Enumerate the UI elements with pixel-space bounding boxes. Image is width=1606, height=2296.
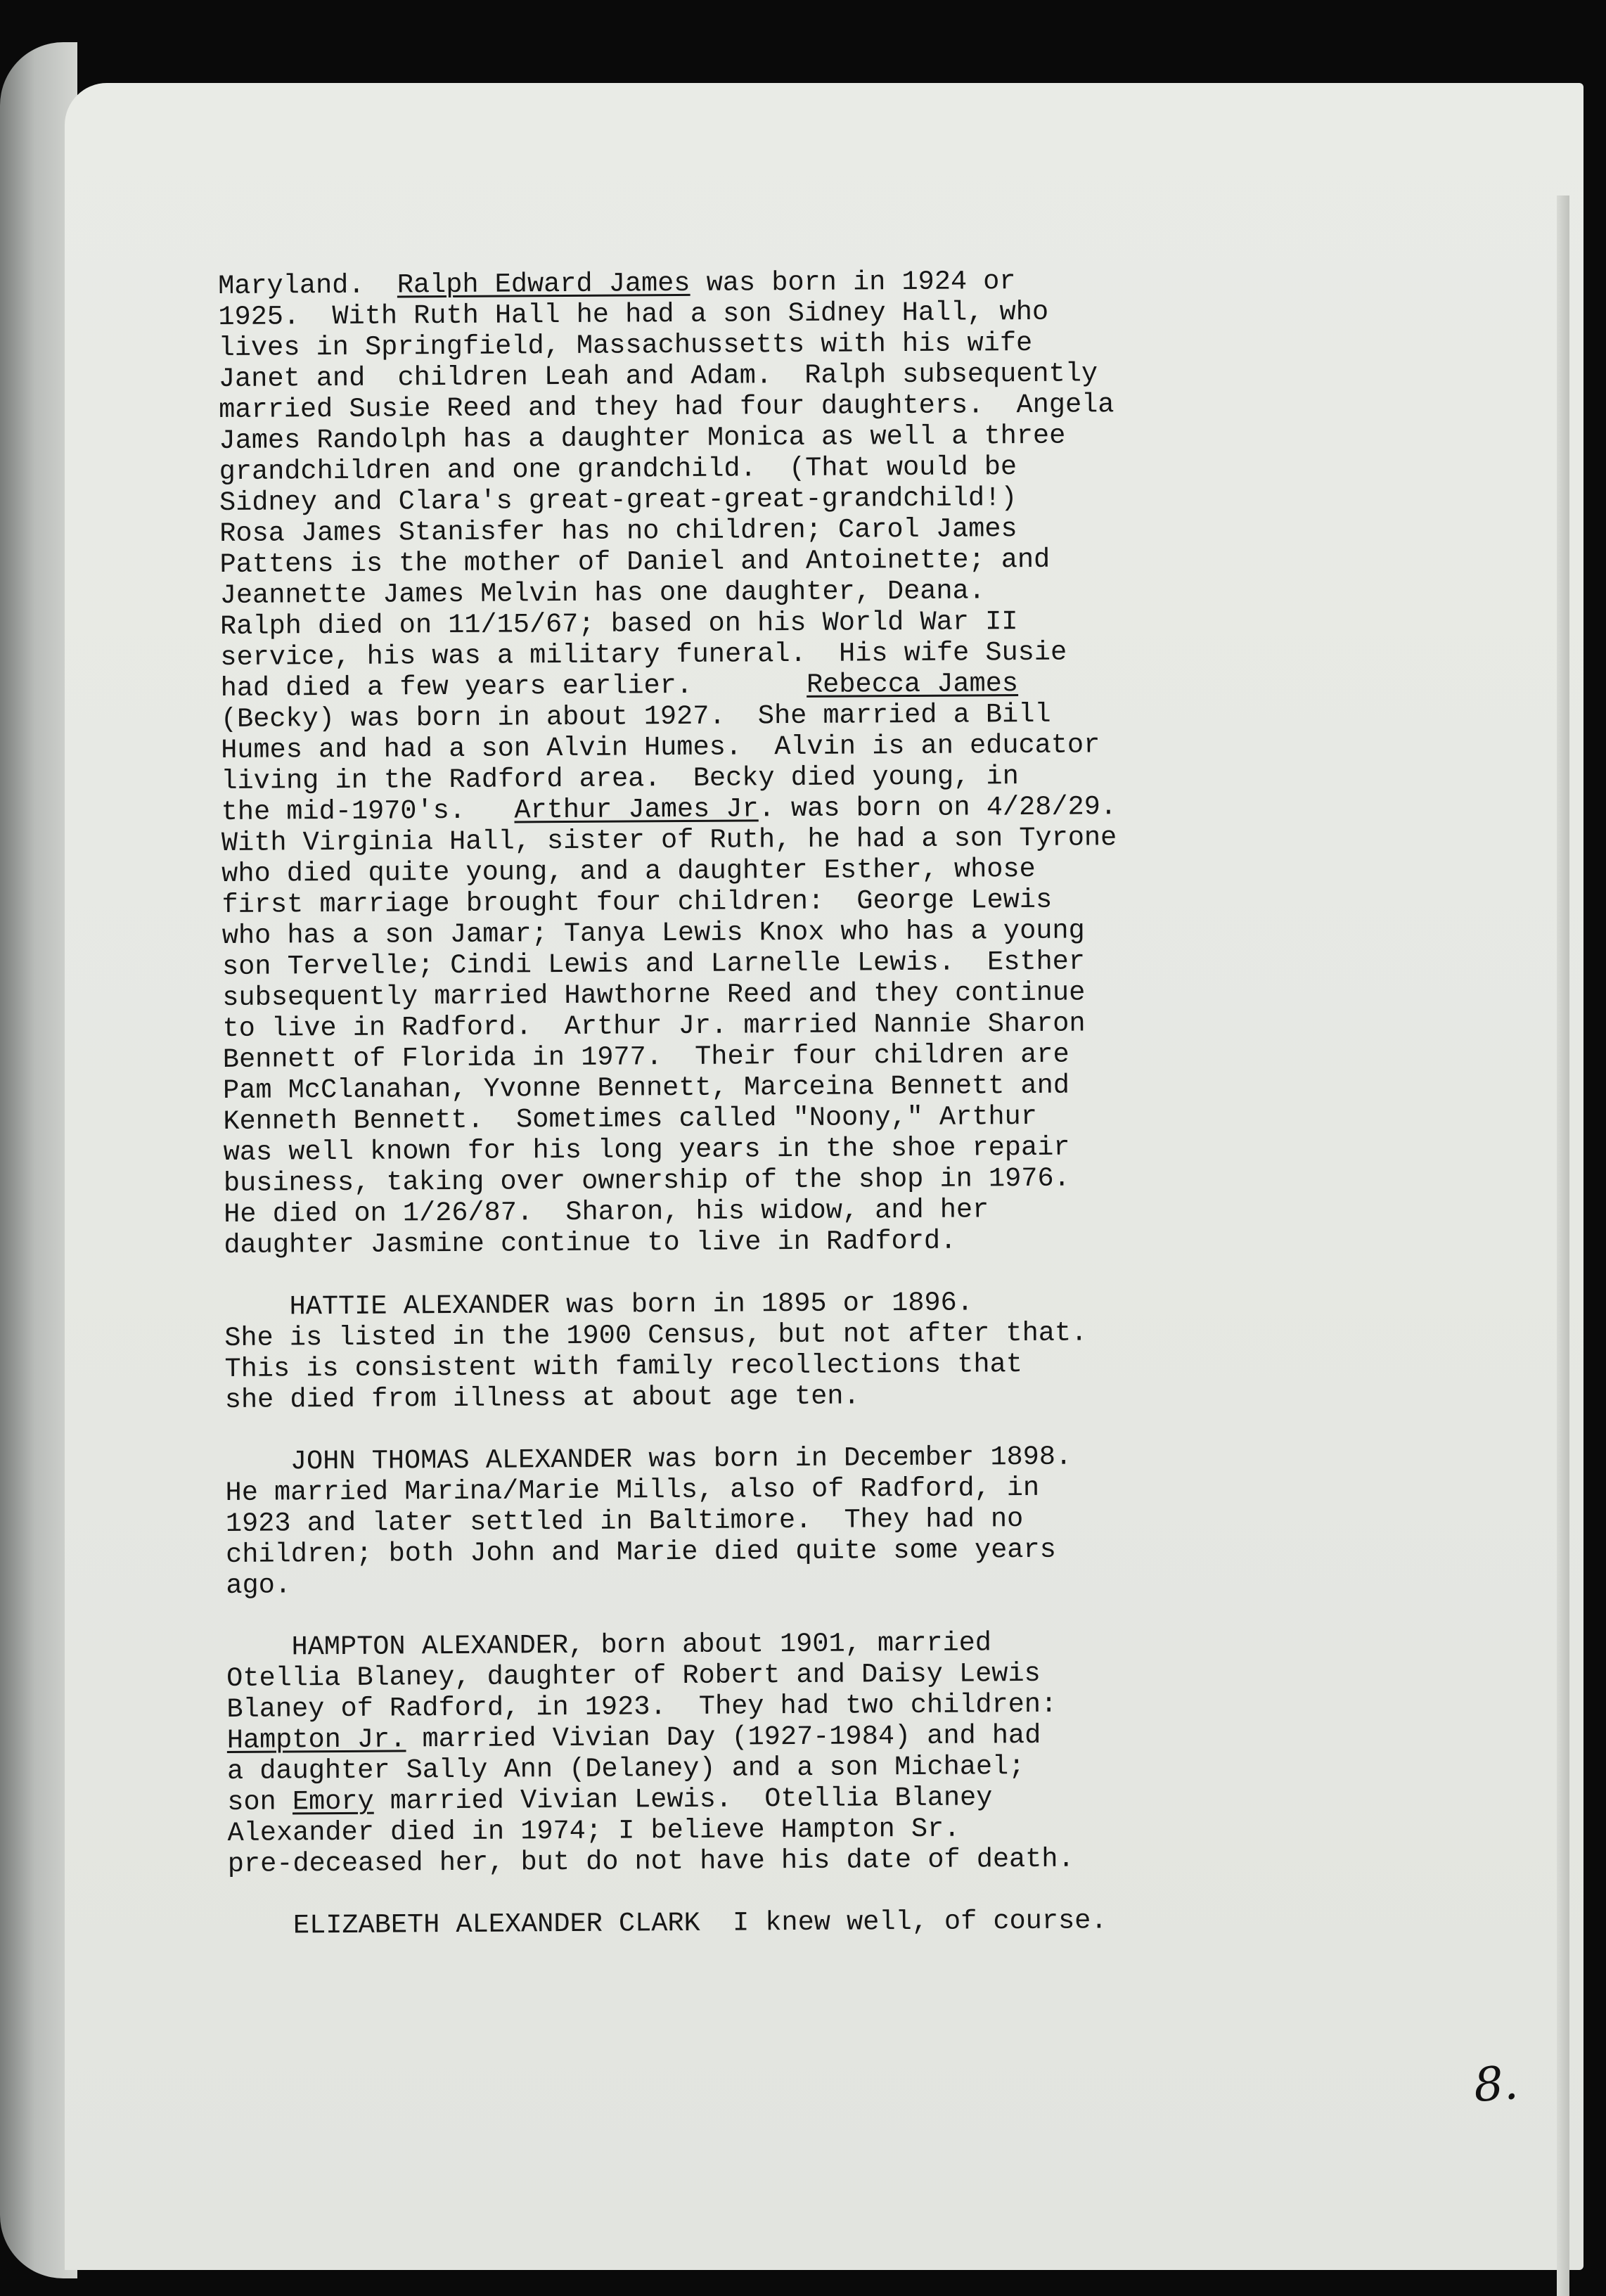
text-run: Ralph died on 11/15/67; based on his World War II xyxy=(219,606,1018,642)
text-run: first marriage brought four children: George Lewis xyxy=(221,884,1053,921)
text-run: married Vivian Day (1927-1984) and had xyxy=(406,1719,1041,1755)
page-number: 8. xyxy=(1472,2055,1520,2113)
text-run: He married Marina/Marie Mills, also of Radford, in xyxy=(225,1472,1040,1508)
paragraph xyxy=(218,264,1321,1261)
text-run: pre-deceased her, but do not have his date of death. xyxy=(227,1843,1074,1880)
text-run: was well known for his long years in the shoe repair xyxy=(223,1131,1070,1168)
paragraph xyxy=(226,1625,1325,1880)
text-run: She is listed in the 1900 Census, but not after that. xyxy=(224,1317,1088,1354)
text-run: Rosa James Stanisfer has no children; Carol James xyxy=(219,513,1017,549)
text-run: son xyxy=(227,1786,293,1818)
text-run: was born in 1924 or xyxy=(690,266,1016,299)
text-run: ago. xyxy=(226,1570,292,1601)
text-run: subsequently married Hawthorne Reed and they continue xyxy=(222,977,1086,1013)
text-run: who died quite young, and a daughter Esther, whose xyxy=(221,853,1036,890)
text-run: This is consistent with family recollections that xyxy=(224,1349,1023,1385)
text-run: business, taking over ownership of the shop in 1976. xyxy=(223,1162,1070,1199)
text-run: With Virginia Hall, sister of Ruth, he had a son Tyrone xyxy=(221,822,1117,859)
text-run: Sidney and Clara's great-great-great-grandchild!) xyxy=(219,482,1017,518)
underlined-name: Hampton Jr. xyxy=(226,1724,406,1756)
underlined-name: Ralph Edward James xyxy=(397,267,690,301)
text-run: son Tervelle; Cindi Lewis and Larnelle Lewis. Esther xyxy=(221,946,1086,982)
text-run: daughter Jasmine continue to live in Radford. xyxy=(224,1225,957,1261)
paragraph xyxy=(225,1439,1323,1601)
text-run: Pam McClanahan, Yvonne Bennett, Marceina Bennett and xyxy=(222,1070,1070,1106)
text-run: lives in Springfield, Massachussetts with his wife xyxy=(218,327,1033,364)
text-run: children; both John and Marie died quite some years xyxy=(226,1534,1056,1570)
text-run: she died from illness at about age ten. xyxy=(224,1380,860,1416)
text-run: Humes and had a son Alvin Humes. Alvin is an educator xyxy=(221,729,1100,766)
text-run: Blaney of Radford, in 1923. They had two children: xyxy=(226,1688,1058,1725)
text-run: 1925. With Ruth Hall he had a son Sidney Hall, who xyxy=(218,296,1049,333)
text-run: Otellia Blaney, daughter of Robert and Daisy Lewis xyxy=(226,1657,1041,1694)
text-run: He died on 1/26/87. Sharon, his widow, and her xyxy=(224,1194,989,1230)
text-run: the mid-1970's. xyxy=(221,795,515,828)
text-run: JOHN THOMAS ALEXANDER was born in December 1898. xyxy=(225,1441,1072,1477)
underlined-name: Rebecca James xyxy=(806,668,1019,700)
text-run: Janet and children Leah and Adam. Ralph subsequently xyxy=(218,358,1098,395)
text-run: James Randolph has a daughter Monica as well a three xyxy=(219,420,1066,456)
text-run: a daughter Sally Ann (Delaney) and a son Michael; xyxy=(226,1751,1025,1787)
text-run: grandchildren and one grandchild. (That would be xyxy=(219,451,1017,487)
text-run: HATTIE ALEXANDER was born in 1895 or 1896. xyxy=(224,1287,974,1323)
text-run: Jeannette James Melvin has one daughter, Deana. xyxy=(219,575,986,611)
text-run: Pattens is the mother of Daniel and Antoinette; and xyxy=(219,544,1051,580)
text-run: Kenneth Bennett. Sometimes called "Noony," Arthur xyxy=(223,1101,1038,1137)
text-run: married Susie Reed and they had four daughters. Angela xyxy=(219,389,1114,425)
paragraph xyxy=(224,1285,1322,1416)
text-run: HAMPTON ALEXANDER, born about 1901, married xyxy=(226,1627,992,1663)
text-run: 1923 and later settled in Baltimore. They had no xyxy=(225,1503,1024,1539)
text-run: living in the Radford area. Becky died young, in xyxy=(221,761,1019,797)
text-run: ELIZABETH ALEXANDER CLARK I knew well, of course. xyxy=(228,1905,1107,1942)
text-run: service, his was a military funeral. His wife Susie xyxy=(220,636,1067,673)
text-run: Bennett of Florida in 1977. Their four children are xyxy=(222,1039,1069,1075)
text-run: who has a son Jamar; Tanya Lewis Knox who has a young xyxy=(221,915,1085,951)
text-run: Alexander died in 1974; I believe Hampton Sr. xyxy=(227,1813,961,1849)
text-run: (Becky) was born in about 1927. She married a Bill xyxy=(220,698,1051,735)
text-run: had died a few years earlier. xyxy=(220,669,807,704)
underlined-name: Emory xyxy=(292,1785,374,1818)
text-run: married Vivian Lewis. Otellia Blaney xyxy=(373,1782,993,1817)
text-run: . was born on 4/28/29. xyxy=(758,791,1117,825)
body-text xyxy=(218,264,1325,1941)
text-run: Maryland. xyxy=(218,269,397,302)
page-edge-shadow xyxy=(1557,195,1569,2296)
underlined-name: Arthur James Jr xyxy=(514,793,759,826)
text-run: to live in Radford. Arthur Jr. married Nannie Sharon xyxy=(222,1008,1086,1044)
